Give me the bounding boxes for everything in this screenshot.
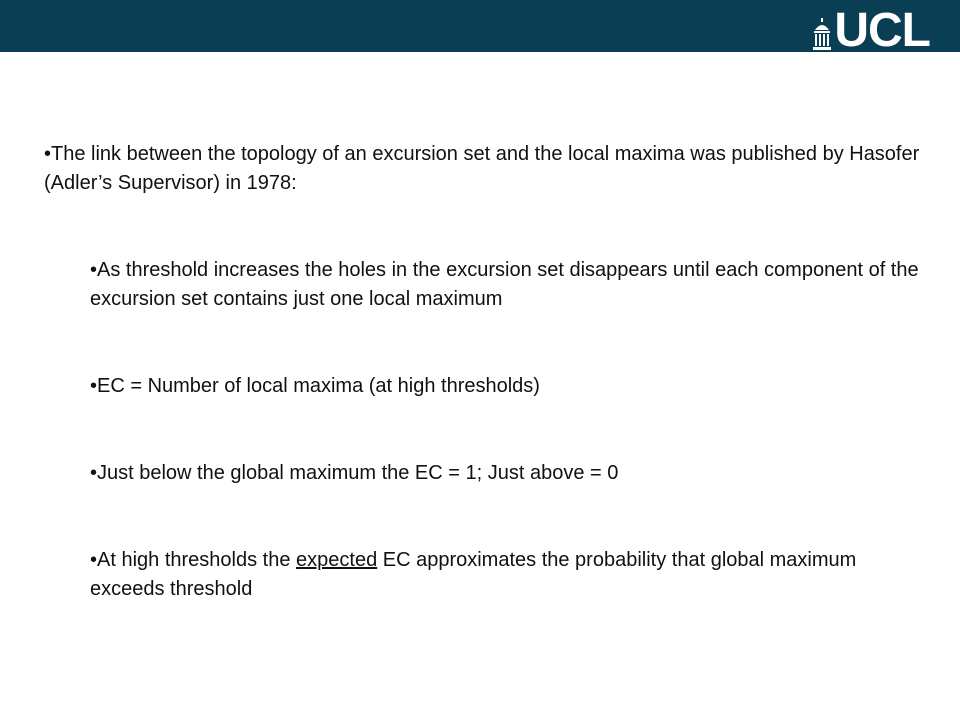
bullet-expected-ec [90, 546, 924, 604]
logo-text: UCL [834, 4, 930, 57]
underlined-expected: expected [296, 549, 378, 571]
ucl-logo [812, 4, 930, 57]
bullet-global-maximum: •Just below the global maximum the EC = 1; Just above = 0 [90, 462, 619, 484]
bullet-ec-local-maxima: •EC = Number of local maxima (at high thresholds) [90, 375, 540, 397]
bullet-expected-ec-prefix: •At high thresholds the [90, 549, 297, 571]
bullet-expected-ec-suffix: EC approximates the probability that global maximum exceeds threshold [90, 549, 857, 600]
ucl-portico-icon [812, 18, 832, 52]
bullet-threshold-holes: •As threshold increases the holes in the excursion set disappears until each component of the excursion set contains just one local maximum [90, 259, 919, 310]
header-banner [0, 0, 960, 57]
bullet-hasofer-link: •The link between the topology of an excursion set and the local maxima was published by Hasofer (Adler’s Supervisor) in 1978: [44, 143, 920, 194]
slide-content [44, 140, 924, 604]
